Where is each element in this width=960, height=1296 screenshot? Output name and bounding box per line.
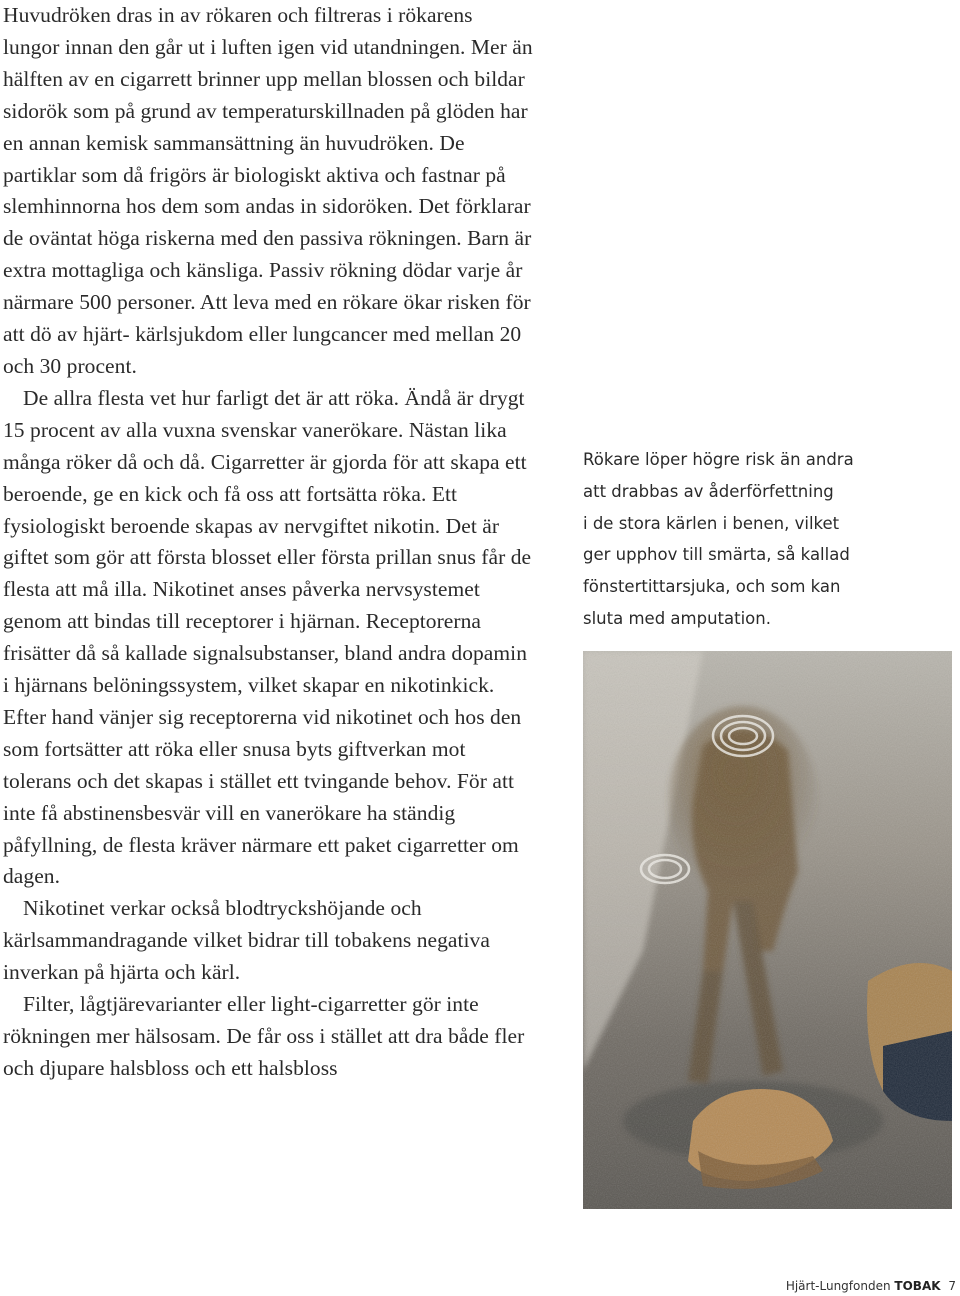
photo-caption [583, 444, 923, 635]
page-footer [786, 1279, 956, 1293]
paragraph-4: Filter, lågtjärevarianter eller light-cigarretter gör inte rökningen mer hälsosam. De får oss i stället att dra både fler och djupare halsbloss och ett halsbloss [3, 992, 525, 1080]
caption-line: i de stora kärlen i benen, vilket [583, 513, 840, 533]
caption-line: att drabbas av åderförfettning [583, 481, 834, 501]
footer-org: Hjärt-Lungfonden [785, 1279, 891, 1293]
article-body [3, 0, 533, 1085]
photo-illustration [583, 651, 952, 1209]
footer-brand: TOBAK [894, 1279, 941, 1293]
caption-line: fönstertittarsjuka, och som kan [583, 577, 841, 597]
paragraph-1: Huvudröken dras in av rökaren och filtreras i rökarens lungor innan den går ut i luften igen vid utandningen. Mer än hälften av en cigarrett brinner upp mellan blossen och bildar sidorök som på grund av temperaturskillnaden på glöden har en annan kemisk sammansättning än huvudröken. De partiklar som då frigörs är biologiskt aktiva och fastnar på slemhinnorna hos dem som andas in sidoröken. Det förklarar de oväntat höga riskerna med den passiva rökningen. Barn är extra mottagliga och känsliga. Passiv rökning dödar varje år närmare 500 personer. Att leva med en rökare ökar risken för att dö av hjärt- kärlsjukdom eller lungcancer med mellan 20 och 30 procent. [3, 3, 533, 378]
caption-line: Rökare löper högre risk än andra [583, 450, 854, 469]
paragraph-3: Nikotinet verkar också blodtryckshöjande och kärlsammandragande vilket bidrar till tobakens negativa inverkan på hjärta och kärl. [3, 896, 490, 985]
puddle-reflection-photo [583, 651, 952, 1209]
caption-line: ger upphov till smärta, så kallad [583, 545, 850, 565]
paragraph-2: De allra flesta vet hur farligt det är att röka. Ändå är drygt 15 procent av alla vuxna svenskar vanerökare. Nästan lika många röker då och då. Cigarretter är gjorda för att skapa ett beroende, ge en kick och få oss att fortsätta röka. Ett fysiologiskt beroende skapas av nervgiftet nikotin. Det är giftet som gör att första blosset eller första prillan snus får de flesta att må illa. Nikotinet anses påverka nervsystemet genom att bindas till receptorer i hjärnan. Receptorerna frisätter då så kallade signalsubstanser, bland andra dopamin i hjärnans belöningssystem, vilket skapar en nikotinkick. Efter hand vänjer sig receptorerna vid nikotinet och hos den som fortsätter att röka eller snusa byts giftverkan mot tolerans och det skapas i stället ett tvingande behov. För att inte få abstinensbesvär vill en vanerökare ha ständig påfyllning, de flesta kräver närmare ett paket cigarretter om dagen. [3, 385, 532, 889]
caption-line: sluta med amputation. [583, 608, 771, 628]
page-number: 7 [948, 1279, 956, 1293]
